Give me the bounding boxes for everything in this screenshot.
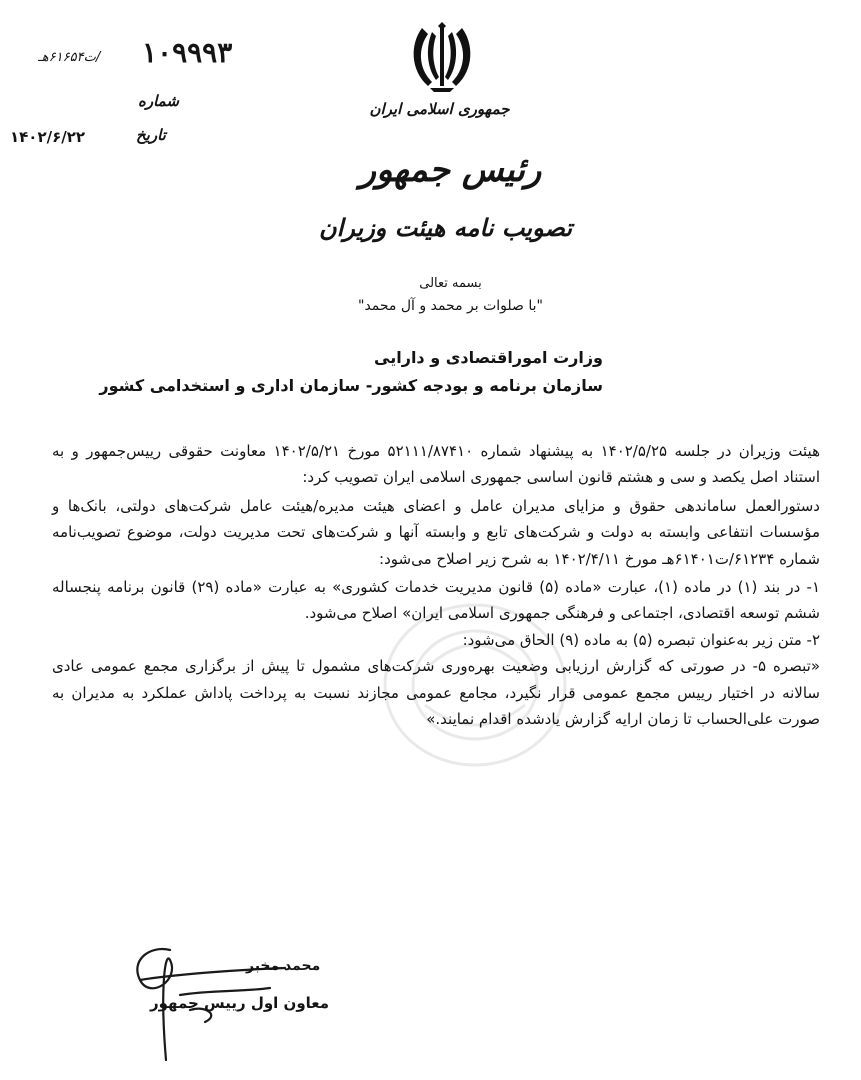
recipient-line: سازمان برنامه و بودجه کشور- سازمان اداری و استخدامی کشور [99,376,603,395]
body-paragraph: ۲- متن زیر به‌عنوان تبصره (۵) به ماده (۹) الحاق می‌شود: [462,630,820,649]
date-value: ۱۴۰۲/۶/۲۲ [10,128,86,146]
republic-title: جمهوری اسلامی ایران [369,100,510,118]
body-paragraph: دستورالعمل ساماندهی حقوق و مزایای مدیران عامل و اعضای هیئت مدیره/هیئت عامل شرکت‌های دولتی، بانک‌ها و مؤسسات انتفاعی وابسته به دولت و شرکت‌های تابع و وابسته آنها و شرکت‌های تحت مدیریت دولت، موضوع تصویب‌نامه شماره ۶۱۲۳۴/ت۶۱۴۰۱هـ مورخ ۱۴۰۲/۴/۱۱ به شرح زیر اصلاح می‌شود: [52,496,820,568]
number-label: شماره [138,92,179,110]
body-paragraph: «تبصره ۵- در صورتی که گزارش ارزیابی وضعیت بهره‌وری شرکت‌های مشمول تا پیش از برگزاری مجمع عمومی عادی سالانه در اختیار رییس مجمع عمومی قرار نگیرد، مجامع عمومی مجازند نسبت به پرداخت پاداش عملکرد به مدیران به صورت علی‌الحساب تا زمان ارایه گزارش یادشده اقدام نمایند.» [52,657,821,729]
reference-number: ۱۰۹۹۹۳ [142,36,233,69]
salawat: "با صلوات بر محمد و آل محمد" [358,298,543,314]
reference-code: /ت۶۱۶۵۴هـ [38,50,101,65]
reference-number-row [30,36,260,76]
recipient-line: وزارت اموراقتصادی و دارایی [374,348,603,367]
bismillah: بسمه تعالی [419,276,482,291]
decree-body [52,438,820,732]
signatory-name: محمد مخبر [246,958,321,974]
recipients [99,344,603,400]
signatory-title: معاون اول رییس جمهور [150,994,330,1012]
body-paragraph: ۱- در بند (۱) در ماده (۱)، عبارت «ماده (۵) قانون مدیریت خدمات کشوری» به عبارت «ماده (۲۹) قانون برنامه پنجساله ششم توسعه اقتصادی، اجتماعی و فرهنگی جمهوری اسلامی ایران» اصلاح می‌شود. [52,578,820,623]
body-paragraph: هیئت وزیران در جلسه ۱۴۰۲/۵/۲۵ به پیشنهاد شماره ۵۲۱۱۱/۸۷۴۱۰ مورخ ۱۴۰۲/۵/۲۱ معاونت حقوقی رییس‌جمهور و به استناد اصل یکصد و سی و هشتم قانون اساسی جمهوری اسلامی ایران تصویب کرد: [52,442,820,487]
iran-emblem-icon [408,22,476,94]
office-title: رئیس جمهور [359,150,542,190]
date-label: تاریخ [136,126,166,144]
document-type: تصویب نامه هیئت وزیران [318,214,573,242]
